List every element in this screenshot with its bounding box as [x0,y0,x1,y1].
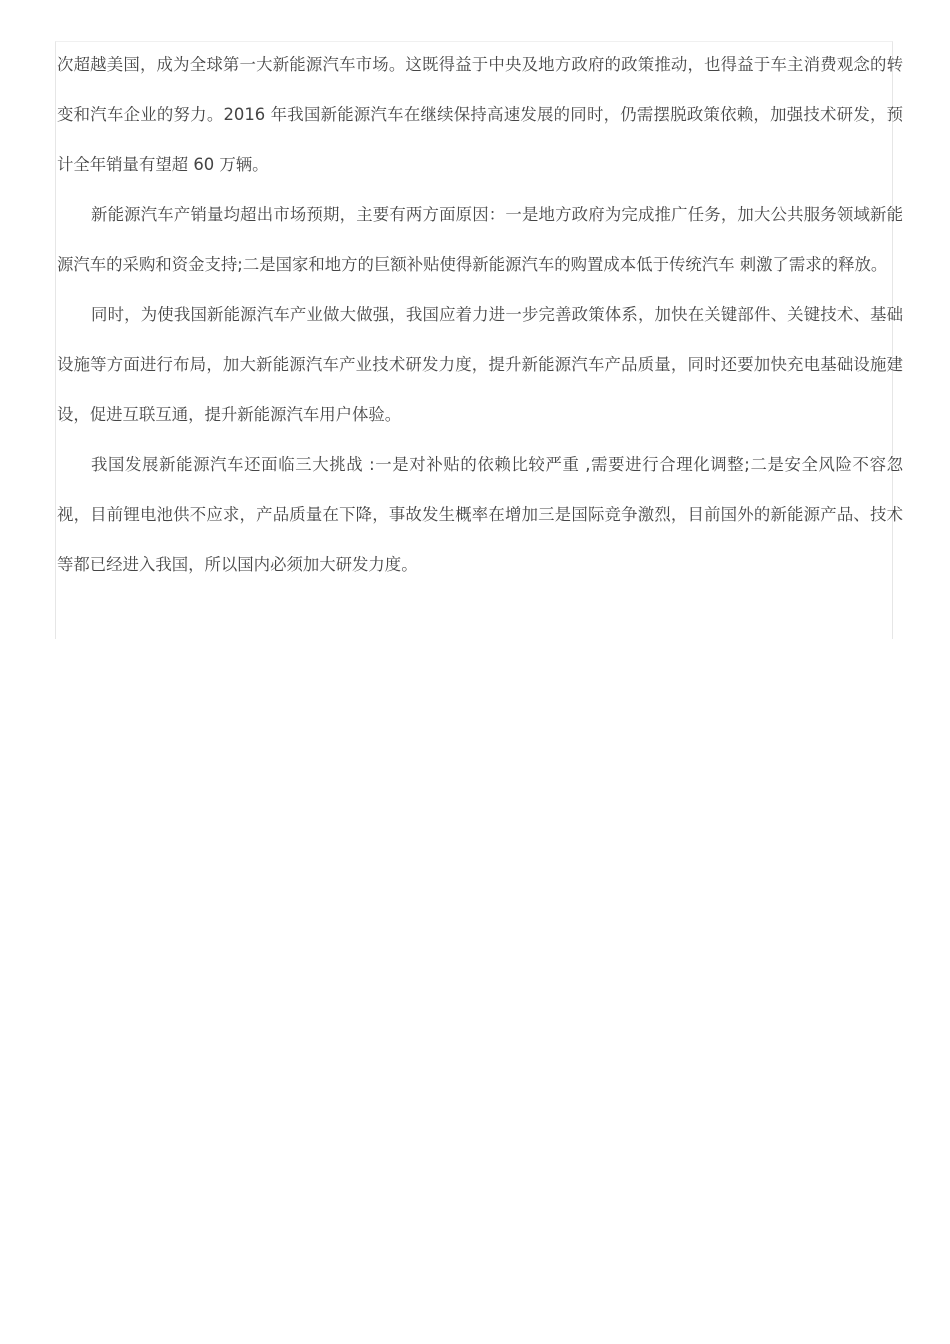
paragraph-1: 次超越美国，成为全球第一大新能源汽车市场。这既得益于中央及地方政府的政策推动，也得益于车主消费观念的转变和汽车企业的努力。2016 年我国新能源汽车在继续保持高速发展的同时，仍需摆脱政策依赖，加强技术研发，预计全年销量有望超 60 万辆。 [57,55,903,174]
paragraph-3: 同时，为使我国新能源汽车产业做大做强，我国应着力进一步完善政策体系，加快在关键部件、关键技术、基础设施等方面进行布局，加大新能源汽车产业技术研发力度，提升新能源汽车产品质量，同时还要加快充电基础设施建设，促进互联互通，提升新能源汽车用户体验。 [57,305,903,424]
paragraph-4: 我国发展新能源汽车还面临三大挑战 :一是对补贴的依赖比较严重 ,需要进行合理化调整;二是安全风险不容忽视，目前锂电池供不应求，产品质量在下降，事故发生概率在增加三是国际竞争激烈，目前国外的新能源产品、技术等都已经进入我国，所以国内必须加大研发力度。 [57,455,903,574]
document-body [57,40,903,590]
paragraph-2: 新能源汽车产销量均超出市场预期，主要有两方面原因：一是地方政府为完成推广任务，加大公共服务领域新能源汽车的采购和资金支持;二是国家和地方的巨额补贴使得新能源汽车的购置成本低于传统汽车 刺激了需求的释放。 [57,205,903,274]
